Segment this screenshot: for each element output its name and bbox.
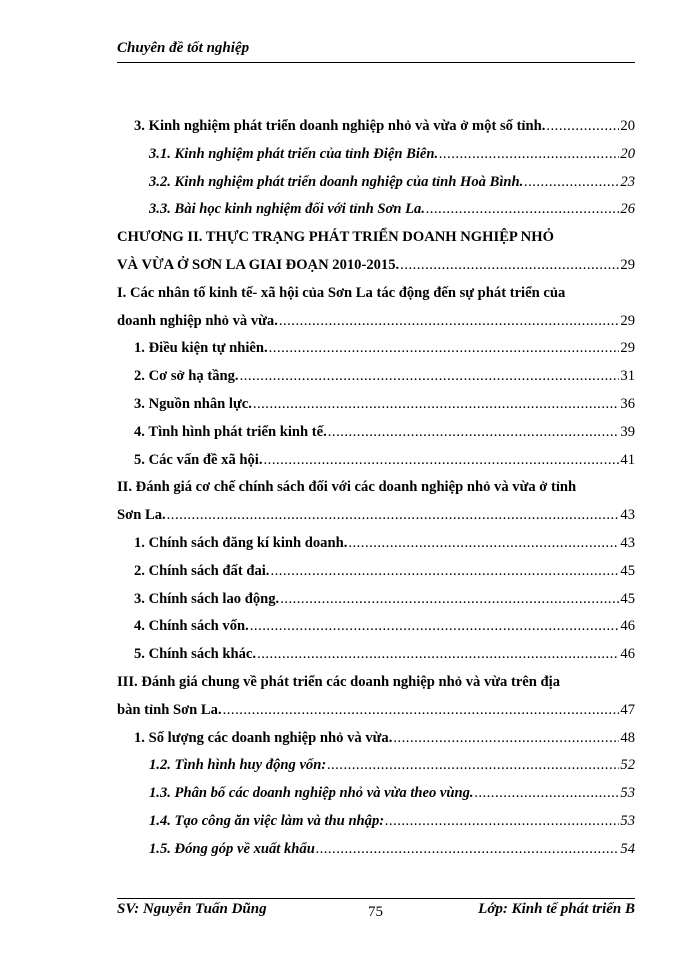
- toc-entry[interactable]: [117, 530, 635, 558]
- toc-entry[interactable]: [117, 780, 635, 808]
- toc-entry-title: 1. Chính sách đăng kí kinh doanh.: [134, 534, 348, 551]
- toc-section-line-1[interactable]: III. Đánh giá chung về phát triển các doanh nghiệp nhỏ và vừa trên địa: [117, 673, 561, 690]
- toc-entry-page: 53: [620, 785, 635, 802]
- toc-entry[interactable]: [117, 558, 635, 586]
- toc-entry-page: 36: [620, 395, 635, 412]
- toc-leader-dots: [327, 752, 619, 780]
- toc-leader-dots: [257, 641, 619, 669]
- toc-chapter-line-1[interactable]: CHƯƠNG II. THỰC TRẠNG PHÁT TRIỂN DOANH NGHIỆP NHỎ: [117, 229, 554, 246]
- toc-leader-dots: [439, 141, 619, 169]
- toc-entry[interactable]: [117, 391, 635, 419]
- footer-page-number: 75: [368, 904, 383, 920]
- toc-entry-page: 53: [620, 812, 635, 829]
- toc-entry-title: 3. Chính sách lao động.: [134, 590, 280, 607]
- toc-entry-title: 3.2. Kinh nghiệm phát triển doanh nghiệp của tỉnh Hoà Bình.: [149, 173, 524, 190]
- toc-entry-title: doanh nghiệp nhỏ và vừa.: [117, 312, 278, 329]
- toc-leader-dots: [270, 558, 619, 586]
- toc-leader-dots: [400, 252, 619, 280]
- toc-leader-dots: [240, 363, 620, 391]
- toc-entry-title: 3.3. Bài học kinh nghiệm đối với tỉnh Sơn La.: [149, 201, 425, 218]
- toc-leader-dots: [250, 613, 620, 641]
- toc-entry-title: 1.4. Tạo công ăn việc làm và thu nhập:: [149, 812, 385, 829]
- toc-leader-dots: [426, 196, 619, 224]
- table-of-contents: [117, 113, 635, 864]
- toc-entry[interactable]: [117, 613, 635, 641]
- toc-leader-dots: [393, 725, 619, 753]
- toc-entry-title: 4. Tình hình phát triển kinh tế.: [134, 423, 327, 440]
- toc-entry-title: Sơn La.: [117, 507, 166, 524]
- toc-leader-dots: [328, 419, 620, 447]
- toc-entry-page: 20: [620, 118, 635, 134]
- footer-student-name: SV: Nguyễn Tuấn Dũng: [117, 901, 267, 917]
- toc-entry-title: 1.2. Tình hình huy động vốn:: [149, 757, 327, 774]
- toc-entry-page: 26: [620, 201, 635, 218]
- footer-rule: [117, 898, 635, 899]
- toc-leader-dots: [348, 530, 619, 558]
- header-rule: [117, 62, 635, 63]
- toc-entry-title: 3.1. Kinh nghiệm phát triển của tỉnh Điện Biên.: [149, 145, 439, 162]
- toc-entry-title: 2. Chính sách đất đai.: [134, 562, 270, 579]
- toc-entry-page: 41: [620, 451, 635, 468]
- toc-leader-dots: [279, 308, 620, 336]
- toc-leader-dots: [546, 113, 619, 141]
- toc-entry-page: 43: [620, 534, 635, 551]
- toc-entry[interactable]: [117, 502, 635, 530]
- toc-entry-page: 52: [620, 757, 635, 774]
- toc-entry[interactable]: [117, 447, 635, 475]
- toc-section-line-1[interactable]: II. Đánh giá cơ chế chính sách đối với các doanh nghiệp nhỏ và vừa ở tỉnh: [117, 479, 577, 496]
- toc-leader-dots: [167, 502, 620, 530]
- toc-entry[interactable]: [117, 169, 635, 197]
- toc-entry[interactable]: [117, 725, 635, 753]
- toc-entry-page: 31: [620, 368, 635, 385]
- toc-leader-dots: [316, 836, 620, 864]
- toc-entry[interactable]: [117, 697, 635, 725]
- toc-entry-title: 1. Điều kiện tự nhiên.: [134, 340, 268, 357]
- toc-entry-title: 3. Kinh nghiệm phát triển doanh nghiệp nhỏ và vừa ở một số tỉnh.: [134, 118, 546, 134]
- toc-entry-page: 39: [620, 423, 635, 440]
- toc-leader-dots: [475, 780, 620, 808]
- toc-entry-page: 45: [620, 562, 635, 579]
- toc-entry[interactable]: [117, 363, 635, 391]
- toc-entry-page: 47: [620, 701, 635, 718]
- toc-entry-title: 5. Các vấn đề xã hội.: [134, 451, 263, 468]
- toc-entry[interactable]: [117, 419, 635, 447]
- toc-entry-page: 29: [620, 340, 635, 357]
- toc-entry[interactable]: [117, 752, 635, 780]
- toc-entry[interactable]: [117, 641, 635, 669]
- toc-entry[interactable]: [117, 252, 635, 280]
- toc-entry[interactable]: [117, 308, 635, 336]
- toc-entry-page: 43: [620, 507, 635, 524]
- toc-entry-page: 29: [620, 312, 635, 329]
- toc-entry[interactable]: [117, 196, 635, 224]
- toc-leader-dots: [280, 586, 619, 614]
- toc-entry-page: 46: [620, 646, 635, 663]
- footer-class-name: Lớp: Kinh tế phát triển B: [478, 901, 635, 917]
- toc-entry[interactable]: [117, 335, 635, 363]
- toc-entry-page: 23: [620, 173, 635, 190]
- toc-leader-dots: [223, 697, 620, 725]
- toc-leader-dots: [264, 447, 620, 475]
- toc-entry-page: 20: [620, 145, 635, 162]
- toc-entry-title: 1.5. Đóng góp về xuất khẩu: [149, 840, 315, 857]
- toc-entry-title: 1. Số lượng các doanh nghiệp nhỏ và vừa.: [134, 729, 393, 746]
- toc-entry[interactable]: [117, 141, 635, 169]
- toc-entry-title: 3. Nguồn nhân lực.: [134, 395, 252, 412]
- page-header-title: Chuyên đề tốt nghiệp: [117, 40, 250, 56]
- toc-entry-page: 29: [620, 256, 635, 273]
- toc-entry-page: 46: [620, 618, 635, 635]
- toc-leader-dots: [253, 391, 620, 419]
- toc-entry-page: 48: [620, 729, 635, 746]
- toc-entry-title: 4. Chính sách vốn.: [134, 618, 249, 635]
- toc-section-line-1[interactable]: I. Các nhân tố kinh tế- xã hội của Sơn La tác động đến sự phát triển của: [117, 284, 566, 301]
- toc-leader-dots: [385, 808, 619, 836]
- toc-entry[interactable]: [117, 836, 635, 864]
- toc-entry-title: VÀ VỪA Ở SƠN LA GIAI ĐOẠN 2010-2015.: [117, 256, 400, 273]
- toc-entry-page: 45: [620, 590, 635, 607]
- toc-entry-title: 2. Cơ sở hạ tầng.: [134, 368, 239, 385]
- toc-entry-title: 5. Chính sách khác.: [134, 646, 257, 663]
- toc-leader-dots: [524, 169, 619, 197]
- toc-entry-title: 1.3. Phân bố các doanh nghiệp nhỏ và vừa theo vùng.: [149, 785, 474, 802]
- toc-entry[interactable]: [117, 586, 635, 614]
- toc-leader-dots: [269, 335, 620, 363]
- toc-entry-page: 54: [620, 840, 635, 857]
- toc-entry-title: bàn tỉnh Sơn La.: [117, 701, 222, 718]
- toc-entry[interactable]: [117, 113, 635, 141]
- toc-entry[interactable]: [117, 808, 635, 836]
